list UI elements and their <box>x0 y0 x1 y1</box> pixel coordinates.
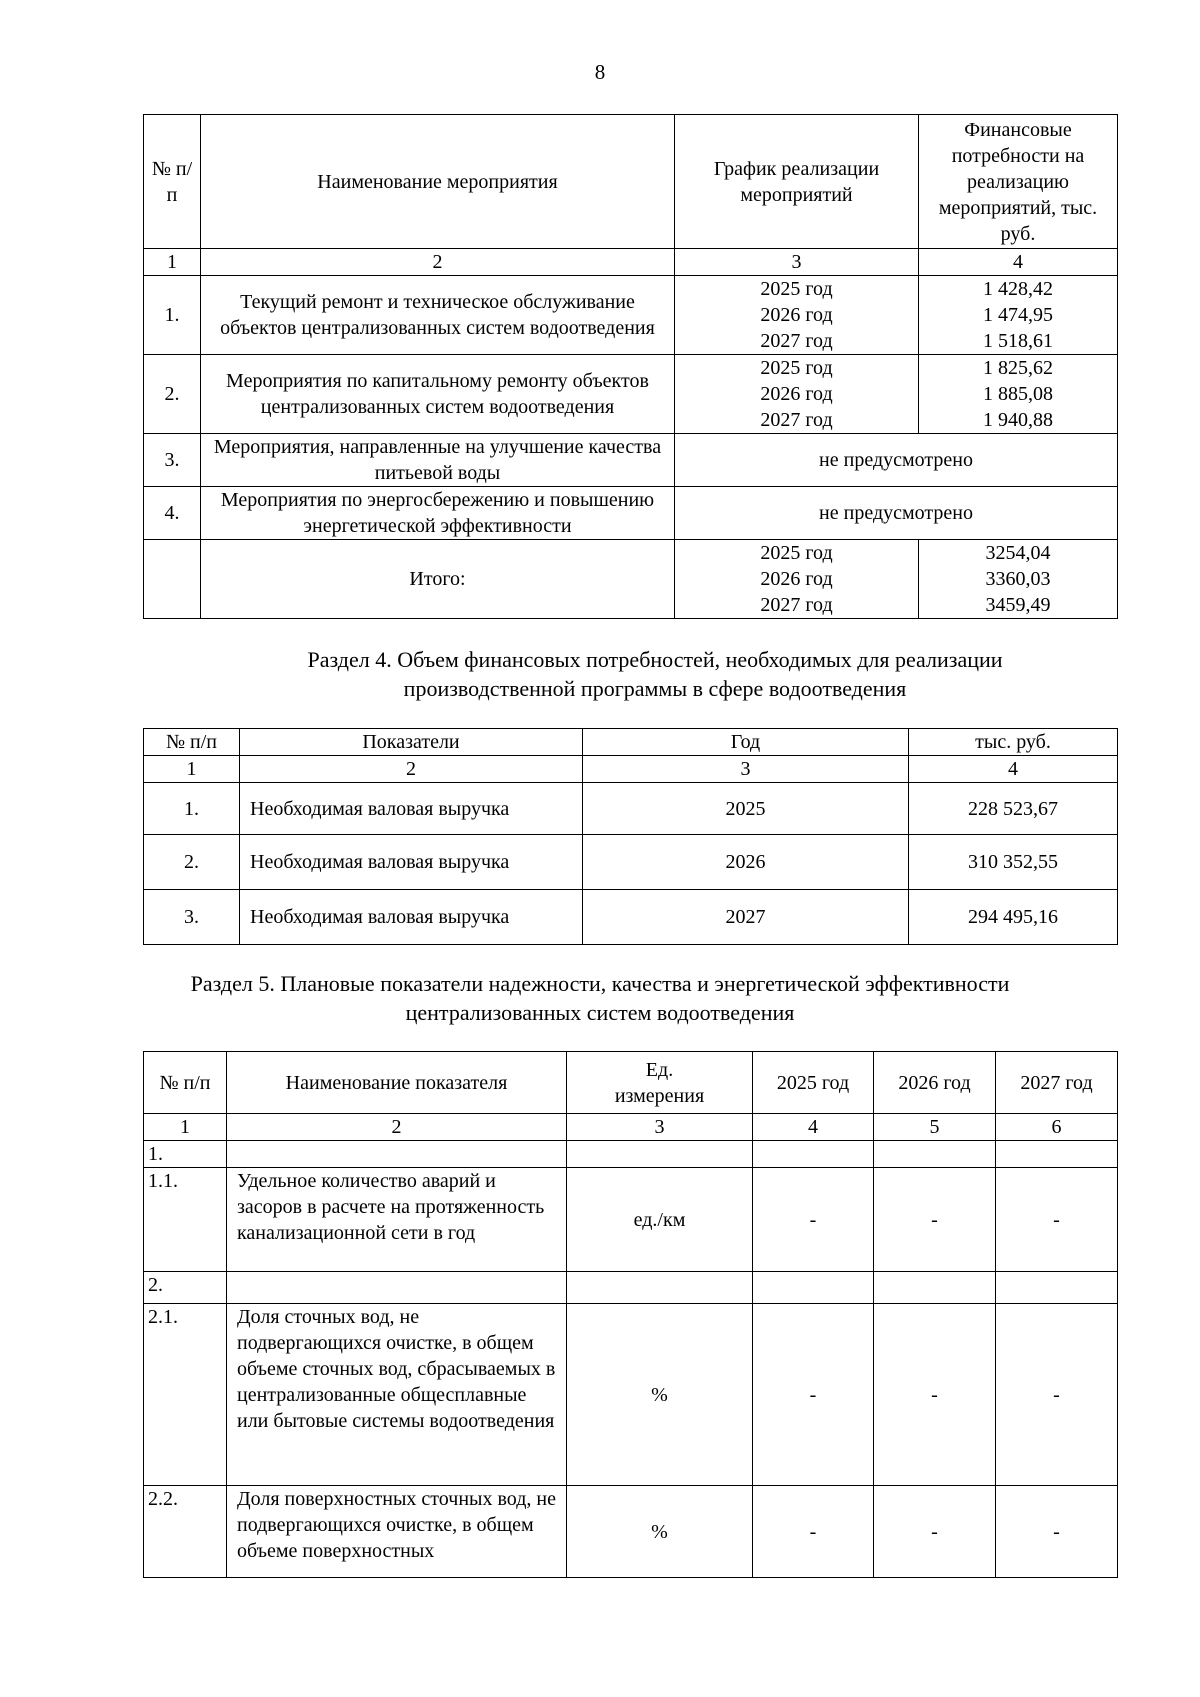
indicator-name <box>227 1141 567 1168</box>
section5-title-line1: Раздел 5. Плановые показатели надежности, качества и энергетической эффективности <box>190 971 1010 996</box>
value: 1 940,88 <box>983 409 1053 431</box>
year: 2026 год <box>760 383 833 405</box>
value-2027: - <box>996 1168 1118 1272</box>
values-cell <box>919 540 1118 619</box>
header-value: тыс. руб. <box>909 729 1118 756</box>
indicator-name: Доля поверхностных сточных вод, не подвергающихся очистке, в общем объеме поверхностных <box>227 1486 567 1578</box>
col-number: 2 <box>201 249 675 276</box>
col-number: 4 <box>909 756 1118 783</box>
value: 1 474,95 <box>983 304 1053 326</box>
col-number: 3 <box>583 756 909 783</box>
row-num-empty <box>144 540 201 619</box>
value-2025 <box>753 1272 874 1304</box>
value-2027 <box>996 1272 1118 1304</box>
row-num: 3. <box>144 890 240 945</box>
row-num: 4. <box>144 487 201 540</box>
header-unit: Ед. измерения <box>567 1052 753 1114</box>
value: 1 518,61 <box>983 330 1053 352</box>
table-row <box>144 835 1118 890</box>
column-numbers-row <box>144 756 1118 783</box>
table-row <box>144 890 1118 945</box>
year: 2026 год <box>760 568 833 590</box>
row-num: 1. <box>144 1141 227 1168</box>
col-number: 6 <box>996 1114 1118 1141</box>
section4-title-line2: производственной программы в сфере водоотведения <box>403 676 907 701</box>
header-num: № п/п <box>144 1052 227 1114</box>
value: 310 352,55 <box>909 835 1118 890</box>
table-row <box>144 276 1118 355</box>
activities-table <box>143 114 1118 619</box>
indicator: Необходимая валовая выручка <box>240 835 583 890</box>
activity-name: Мероприятия по капитальному ремонту объектов централизованных систем водоотведения <box>201 355 675 434</box>
merged-status: не предусмотрено <box>675 434 1118 487</box>
year: 2025 год <box>760 357 833 379</box>
col-number: 4 <box>753 1114 874 1141</box>
table-header-row <box>144 729 1118 756</box>
financial-needs-table <box>143 728 1118 945</box>
value: 3459,49 <box>985 594 1051 616</box>
value-2027: - <box>996 1486 1118 1578</box>
unit: % <box>567 1304 753 1486</box>
year: 2026 год <box>760 304 833 326</box>
row-num: 2. <box>144 355 201 434</box>
value: 1 825,62 <box>983 357 1053 379</box>
table-row <box>144 1272 1118 1304</box>
column-numbers-row <box>144 1114 1118 1141</box>
row-num: 2.2. <box>144 1486 227 1578</box>
row-num: 1. <box>144 276 201 355</box>
indicators-table <box>143 1051 1118 1578</box>
col-number: 2 <box>240 756 583 783</box>
col-number: 1 <box>144 1114 227 1141</box>
total-row <box>144 540 1118 619</box>
row-num: 2. <box>144 1272 227 1304</box>
header-schedule: График реализации мероприятий <box>675 115 919 249</box>
years-cell <box>675 276 919 355</box>
value-2026 <box>874 1272 996 1304</box>
row-num: 2.1. <box>144 1304 227 1486</box>
header-name: Наименование мероприятия <box>201 115 675 249</box>
table-row <box>144 783 1118 835</box>
values-cell <box>919 276 1118 355</box>
table-row <box>144 1486 1118 1578</box>
year: 2025 год <box>760 278 833 300</box>
column-numbers-row <box>144 249 1118 276</box>
value: 3360,03 <box>985 568 1051 590</box>
value-2025: - <box>753 1304 874 1486</box>
indicator-name: Удельное количество аварий и засоров в расчете на протяженность канализационной сети в год <box>227 1168 567 1272</box>
value-2025: - <box>753 1168 874 1272</box>
value: 294 495,16 <box>909 890 1118 945</box>
indicator: Необходимая валовая выручка <box>240 890 583 945</box>
activity-name: Мероприятия по энергосбережению и повышению энергетической эффективности <box>201 487 675 540</box>
value: 228 523,67 <box>909 783 1118 835</box>
value-2027 <box>996 1141 1118 1168</box>
year: 2026 <box>583 835 909 890</box>
col-number: 5 <box>874 1114 996 1141</box>
table-row <box>144 434 1118 487</box>
unit <box>567 1272 753 1304</box>
section4-heading <box>0 645 1200 703</box>
value-2025 <box>753 1141 874 1168</box>
values-cell <box>919 355 1118 434</box>
col-number: 4 <box>919 249 1118 276</box>
years-cell <box>675 540 919 619</box>
table-row <box>144 1304 1118 1486</box>
header-name: Наименование показателя <box>227 1052 567 1114</box>
table-header-row <box>144 115 1118 249</box>
value-2026: - <box>874 1304 996 1486</box>
merged-status: не предусмотрено <box>675 487 1118 540</box>
value: 1 428,42 <box>983 278 1053 300</box>
table-row <box>144 1168 1118 1272</box>
total-label: Итого: <box>201 540 675 619</box>
indicator-name: Доля сточных вод, не подвергающихся очистке, в общем объеме сточных вод, сбрасываемых в централизованные общесплавные или бытовые системы водоотведения <box>227 1304 567 1486</box>
value-2026 <box>874 1141 996 1168</box>
table-row <box>144 355 1118 434</box>
row-num: 1.1. <box>144 1168 227 1272</box>
value-2025: - <box>753 1486 874 1578</box>
header-num: № п/п <box>144 115 201 249</box>
row-num: 2. <box>144 835 240 890</box>
header-year-2026: 2026 год <box>874 1052 996 1114</box>
page-number: 8 <box>594 60 606 84</box>
section5-heading <box>0 969 1200 1027</box>
header-year-2025: 2025 год <box>753 1052 874 1114</box>
unit: ед./км <box>567 1168 753 1272</box>
value-2026: - <box>874 1168 996 1272</box>
col-number: 1 <box>144 756 240 783</box>
header-year-2027: 2027 год <box>996 1052 1118 1114</box>
section4-title-line1: Раздел 4. Объем финансовых потребностей, необходимых для реализации <box>307 647 1003 672</box>
year: 2027 <box>583 890 909 945</box>
years-cell <box>675 355 919 434</box>
header-num: № п/п <box>144 729 240 756</box>
year: 2025 год <box>760 542 833 564</box>
value: 3254,04 <box>985 542 1051 564</box>
row-num: 1. <box>144 783 240 835</box>
table-row <box>144 1141 1118 1168</box>
year: 2027 год <box>760 594 833 616</box>
table-header-row <box>144 1052 1118 1114</box>
value: 1 885,08 <box>983 383 1053 405</box>
year: 2027 год <box>760 409 833 431</box>
year: 2025 <box>583 783 909 835</box>
table-row <box>144 487 1118 540</box>
section5-title-line2: централизованных систем водоотведения <box>405 1000 795 1025</box>
value-2027: - <box>996 1304 1118 1486</box>
col-number: 1 <box>144 249 201 276</box>
year: 2027 год <box>760 330 833 352</box>
header-finance: Финансовые потребности на реализацию мероприятий, тыс. руб. <box>919 115 1118 249</box>
col-number: 3 <box>567 1114 753 1141</box>
indicator-name <box>227 1272 567 1304</box>
activity-name: Текущий ремонт и техническое обслуживание объектов централизованных систем водоотведения <box>201 276 675 355</box>
activity-name: Мероприятия, направленные на улучшение качества питьевой воды <box>201 434 675 487</box>
row-num: 3. <box>144 434 201 487</box>
header-year: Год <box>583 729 909 756</box>
value-2026: - <box>874 1486 996 1578</box>
unit <box>567 1141 753 1168</box>
header-indicator: Показатели <box>240 729 583 756</box>
unit: % <box>567 1486 753 1578</box>
indicator: Необходимая валовая выручка <box>240 783 583 835</box>
col-number: 2 <box>227 1114 567 1141</box>
col-number: 3 <box>675 249 919 276</box>
